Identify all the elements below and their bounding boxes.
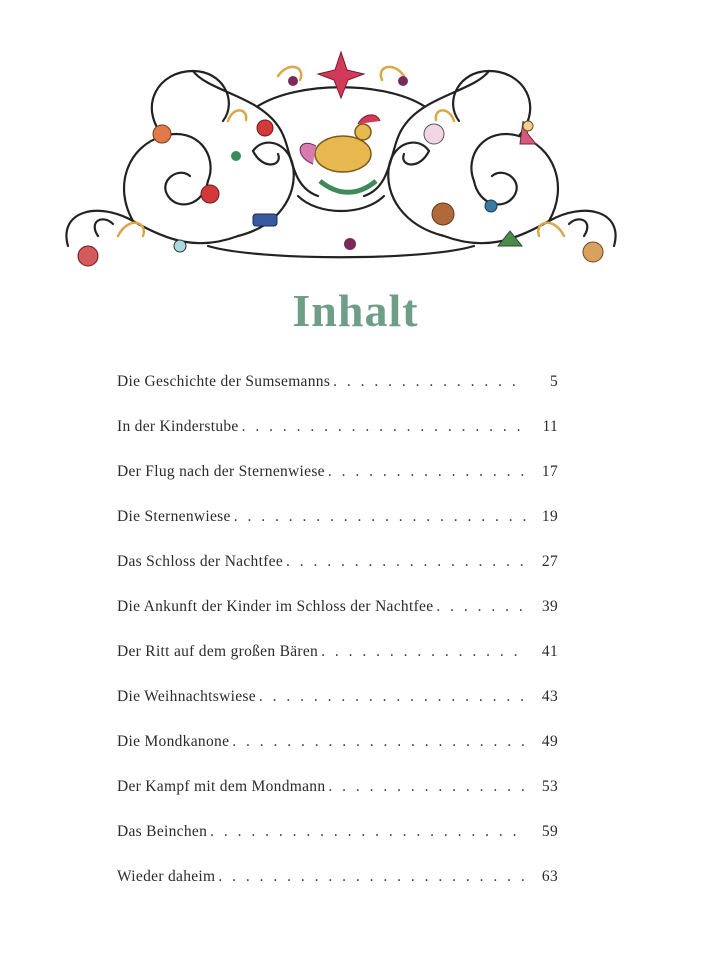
toc-entry-page: 19 <box>541 508 558 525</box>
toc-entry <box>117 463 558 508</box>
toc-entry-page: 53 <box>541 778 558 795</box>
toc-entry-title: Das Beinchen <box>117 823 208 840</box>
toc-entry <box>117 688 558 733</box>
toc-entry <box>117 778 558 823</box>
toc-entry-page: 59 <box>541 823 558 840</box>
dot-leader <box>259 688 526 706</box>
toc-entry-title: Die Ankunft der Kinder im Schloss der Nachtfee <box>117 598 434 615</box>
toc-entry-title: Die Sternenwiese <box>117 508 231 525</box>
toc-entry <box>117 508 558 553</box>
toc-entry-page: 63 <box>541 868 558 885</box>
toc-entry <box>117 598 558 643</box>
toc-entry-title: Das Schloss der Nachtfee <box>117 553 284 570</box>
toc-entry <box>117 733 558 778</box>
toc-entry <box>117 823 558 868</box>
toc-entry-page: 39 <box>541 598 558 615</box>
dot-leader <box>286 553 526 571</box>
toc-entry-title: Wieder daheim <box>117 868 216 885</box>
toc-entry-title: Der Kampf mit dem Mondmann <box>117 778 326 795</box>
dot-leader <box>242 418 526 436</box>
dot-leader <box>218 868 526 886</box>
toc-entry-title: Die Weihnachtswiese <box>117 688 256 705</box>
toc-entry-title: Der Ritt auf dem großen Bären <box>117 643 319 660</box>
toc-entry-title: In der Kinderstube <box>117 418 239 435</box>
christmas-ornament-icon <box>58 46 624 286</box>
dot-leader <box>210 823 526 841</box>
dot-leader <box>328 778 526 796</box>
toc-entry <box>117 418 558 463</box>
table-of-contents <box>117 373 558 913</box>
toc-entry-title: Der Flug nach der Sternenwiese <box>117 463 325 480</box>
toc-entry-page: 43 <box>541 688 558 705</box>
toc-entry <box>117 553 558 598</box>
toc-entry-page: 27 <box>541 553 558 570</box>
toc-entry-page: 11 <box>542 418 558 435</box>
dot-leader <box>333 373 526 391</box>
toc-entry <box>117 643 558 688</box>
dot-leader <box>321 643 526 661</box>
toc-entry-page: 5 <box>549 373 558 390</box>
dot-leader <box>234 508 526 526</box>
dot-leader <box>328 463 526 481</box>
page-title: Inhalt <box>292 285 419 336</box>
toc-entry-title: Die Mondkanone <box>117 733 230 750</box>
toc-entry-title: Die Geschichte der Sumsemanns <box>117 373 331 390</box>
toc-entry <box>117 373 558 418</box>
toc-entry-page: 41 <box>541 643 558 660</box>
toc-entry-page: 49 <box>541 733 558 750</box>
dot-leader <box>232 733 526 751</box>
toc-entry <box>117 868 558 913</box>
toc-entry-page: 17 <box>541 463 558 480</box>
dot-leader <box>436 598 526 616</box>
